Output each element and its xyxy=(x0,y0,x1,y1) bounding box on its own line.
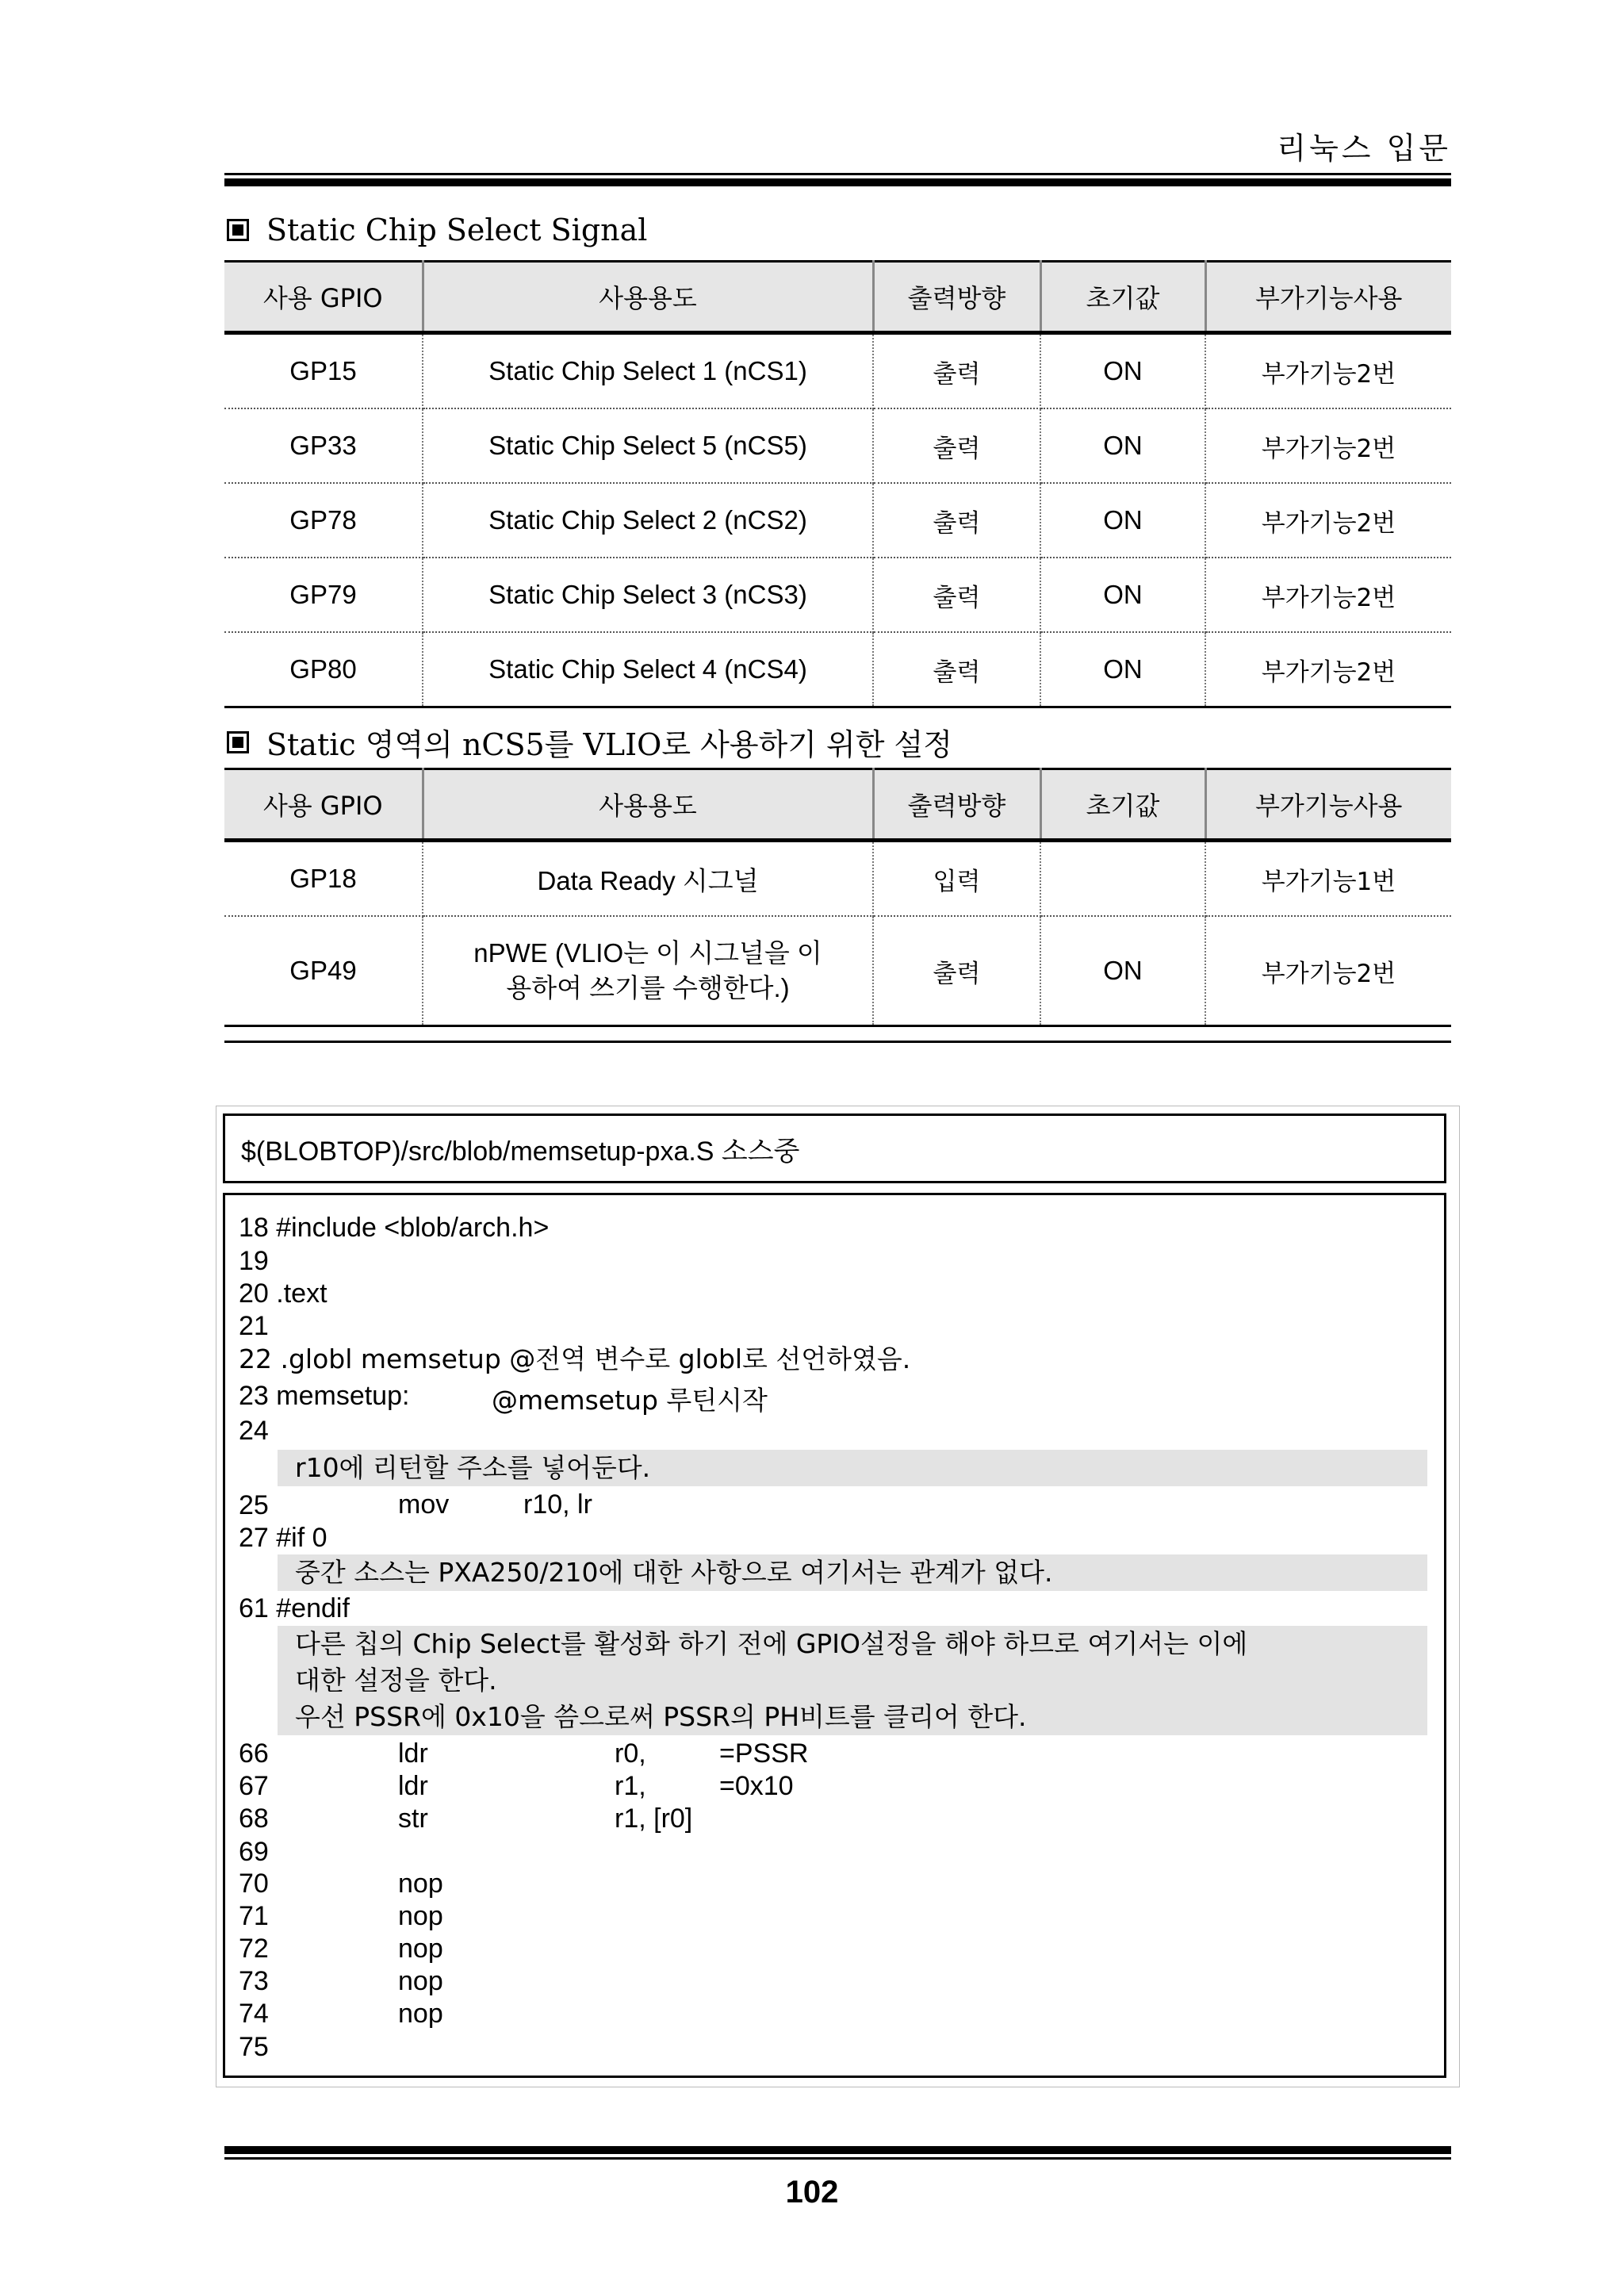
col-header-direction: 출력방향 xyxy=(873,262,1040,333)
filled-square-icon xyxy=(227,731,249,753)
cell-usage: Static Chip Select 5 (nCS5) xyxy=(423,408,873,483)
col-header-gpio: 사용 GPIO xyxy=(224,769,423,841)
code-comment-line: 다른 칩의 Chip Select를 활성화 하기 전에 GPIO설정을 해야 하므로 여기서는 이에 xyxy=(295,1628,1248,1659)
code-instr: nop xyxy=(398,1999,443,2029)
cell-usage-line2: 용하여 쓰기를 수행한다.) xyxy=(506,973,790,1002)
code-comment-line: 대한 설정을 한다. xyxy=(295,1665,497,1696)
cell-altfunc: 부가기능2번 xyxy=(1205,333,1451,409)
col-header-altfunc: 부가기능사용 xyxy=(1205,769,1451,841)
code-instr: nop xyxy=(398,1966,443,1996)
code-line: 27 #if 0 xyxy=(239,1523,327,1553)
cell-direction: 출력 xyxy=(873,408,1040,483)
code-instr: nop xyxy=(398,1901,443,1931)
code-line-number: 71 xyxy=(239,1901,269,1931)
code-line: 25 xyxy=(239,1490,269,1520)
cell-initial: ON xyxy=(1040,333,1205,409)
table-row xyxy=(224,916,1451,1026)
cell-usage: Static Chip Select 4 (nCS4) xyxy=(423,632,873,707)
code-comment-block xyxy=(278,1626,1427,1735)
code-operand: =0x10 xyxy=(719,1771,794,1801)
cell-gpio: GP79 xyxy=(224,558,423,632)
code-line: 18 #include <blob/arch.h> xyxy=(239,1213,550,1243)
cell-altfunc: 부가기능2번 xyxy=(1205,408,1451,483)
cell-altfunc: 부가기능2번 xyxy=(1205,483,1451,558)
section2-heading xyxy=(227,720,952,764)
code-line-number: 70 xyxy=(239,1869,269,1899)
cell-usage-line1: nPWE (VLIO는 이 시그널을 이 xyxy=(473,938,822,968)
cell-direction: 입력 xyxy=(873,841,1040,917)
cell-initial: ON xyxy=(1040,483,1205,558)
cell-altfunc: 부가기능1번 xyxy=(1205,841,1451,917)
code-operand: r0, xyxy=(615,1738,646,1769)
code-instr: nop xyxy=(398,1934,443,1964)
cell-usage: Data Ready 시그널 xyxy=(423,841,873,917)
cell-gpio: GP15 xyxy=(224,333,423,409)
table-row xyxy=(224,558,1451,632)
code-line: 19 xyxy=(239,1246,269,1276)
cell-initial: ON xyxy=(1040,558,1205,632)
static-chip-select-table xyxy=(224,260,1451,708)
section2-title: Static 영역의 nCS5를 VLIO로 사용하기 위한 설정 xyxy=(266,727,952,762)
cell-gpio: GP49 xyxy=(224,916,423,1026)
code-line: 20 .text xyxy=(239,1278,327,1309)
code-operand: =PSSR xyxy=(719,1738,809,1769)
cell-usage: Static Chip Select 2 (nCS2) xyxy=(423,483,873,558)
code-instr: mov xyxy=(398,1489,450,1520)
code-line: 69 xyxy=(239,1837,269,1867)
table-header-row xyxy=(224,262,1451,333)
cell-altfunc: 부가기능2번 xyxy=(1205,916,1451,1026)
cell-direction: 출력 xyxy=(873,558,1040,632)
code-instr: str xyxy=(398,1803,428,1834)
code-line: 22 .globl memsetup @전역 변수로 globl로 선언하였음. xyxy=(239,1343,911,1374)
cell-direction: 출력 xyxy=(873,483,1040,558)
col-header-initial: 초기값 xyxy=(1040,769,1205,841)
code-line: 24 xyxy=(239,1416,269,1446)
footer-rule xyxy=(224,2146,1451,2160)
table-row xyxy=(224,841,1451,917)
running-header-title: 리눅스 입문 xyxy=(1277,131,1451,166)
section1-title: Static Chip Select Signal xyxy=(266,213,648,247)
cell-altfunc: 부가기능2번 xyxy=(1205,558,1451,632)
col-header-usage: 사용용도 xyxy=(423,262,873,333)
cell-initial xyxy=(1040,841,1205,917)
code-line-number: 68 xyxy=(239,1803,269,1834)
code-operand: r10, lr xyxy=(523,1489,592,1520)
cell-direction: 출력 xyxy=(873,916,1040,1026)
page-number: 102 xyxy=(785,2175,839,2210)
code-instr: ldr xyxy=(398,1738,428,1769)
code-instr: ldr xyxy=(398,1771,428,1801)
cell-gpio: GP80 xyxy=(224,632,423,707)
table-row xyxy=(224,408,1451,483)
code-operand: r1, [r0] xyxy=(615,1803,693,1834)
code-line-number: 74 xyxy=(239,1999,269,2029)
code-line: 23 memsetup: xyxy=(239,1381,410,1411)
table-row xyxy=(224,333,1451,409)
filled-square-icon xyxy=(227,219,249,241)
code-line-number: 66 xyxy=(239,1738,269,1769)
cell-gpio: GP78 xyxy=(224,483,423,558)
code-line-number: 67 xyxy=(239,1771,269,1801)
code-line-number: 73 xyxy=(239,1966,269,1996)
table-bottom-double-rule xyxy=(224,1041,1451,1043)
code-instr: nop xyxy=(398,1869,443,1899)
cell-initial: ON xyxy=(1040,916,1205,1026)
code-comment-block: r10에 리턴할 주소를 넣어둔다. xyxy=(278,1450,1427,1486)
header-rule xyxy=(224,173,1451,186)
code-line-number: 72 xyxy=(239,1934,269,1964)
col-header-direction: 출력방향 xyxy=(873,769,1040,841)
cell-usage: Static Chip Select 3 (nCS3) xyxy=(423,558,873,632)
code-line: 75 xyxy=(239,2032,269,2062)
cell-gpio: GP18 xyxy=(224,841,423,917)
cell-direction: 출력 xyxy=(873,333,1040,409)
col-header-gpio: 사용 GPIO xyxy=(224,262,423,333)
code-comment-inline: @memsetup 루틴시작 xyxy=(492,1385,768,1416)
col-header-usage: 사용용도 xyxy=(423,769,873,841)
code-operand: r1, xyxy=(615,1771,646,1801)
cell-direction: 출력 xyxy=(873,632,1040,707)
section1-heading xyxy=(227,213,647,247)
table-row xyxy=(224,632,1451,707)
cell-initial: ON xyxy=(1040,632,1205,707)
col-header-altfunc: 부가기능사용 xyxy=(1205,262,1451,333)
code-comment-line: 우선 PSSR에 0x10을 씀으로써 PSSR의 PH비트를 클리어 한다. xyxy=(295,1701,1027,1732)
code-listing-title: $(BLOBTOP)/src/blob/memsetup-pxa.S 소스중 xyxy=(223,1114,1446,1183)
cell-usage: Static Chip Select 1 (nCS1) xyxy=(423,333,873,409)
cell-altfunc: 부가기능2번 xyxy=(1205,632,1451,707)
table-header-row xyxy=(224,769,1451,841)
cell-initial: ON xyxy=(1040,408,1205,483)
code-comment-block: 중간 소스는 PXA250/210에 대한 사항으로 여기서는 관계가 없다. xyxy=(278,1554,1427,1591)
vlio-settings-table xyxy=(224,768,1451,1027)
cell-gpio: GP33 xyxy=(224,408,423,483)
table-row xyxy=(224,483,1451,558)
cell-usage xyxy=(423,916,873,1026)
col-header-initial: 초기값 xyxy=(1040,262,1205,333)
code-line: 21 xyxy=(239,1311,269,1341)
code-line: 61 #endif xyxy=(239,1593,350,1623)
